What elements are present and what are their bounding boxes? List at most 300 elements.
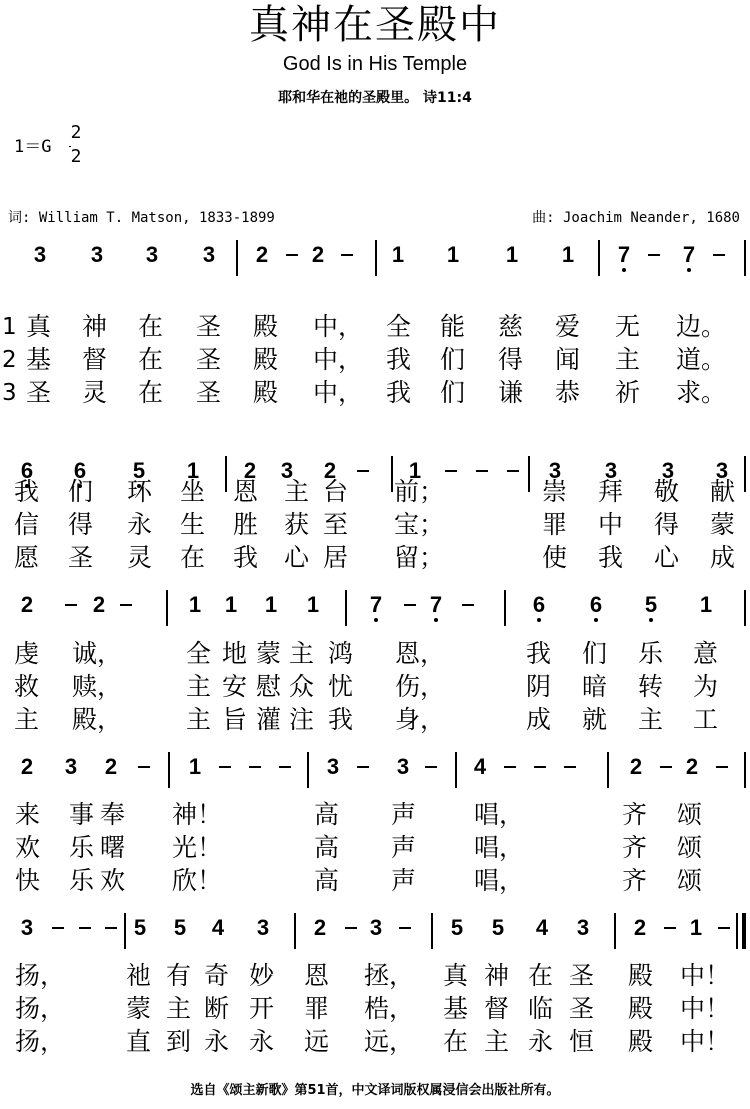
note-dash — [660, 766, 672, 768]
note-dash — [507, 470, 519, 472]
lyric-syllable: 中 — [598, 510, 624, 539]
note-digit: 7 — [364, 592, 388, 618]
lyric-syllable: 中！ — [680, 1027, 731, 1056]
note-digit: 5 — [639, 592, 663, 618]
lyric-syllable: 中， — [313, 378, 364, 407]
lyric-syllable: 中！ — [680, 961, 731, 990]
note-digit: 4 — [535, 915, 549, 940]
note-dash — [713, 254, 725, 256]
note-digit: 1 — [391, 242, 405, 267]
lyric-syllable: 全 — [186, 639, 212, 668]
lyric-syllable: 慈 — [498, 312, 524, 341]
lyric-syllable: 拜 — [598, 477, 624, 506]
bar-line — [744, 240, 746, 276]
lyric-syllable: 临 — [528, 994, 554, 1023]
note-digit: 1 — [188, 592, 202, 617]
composer-credit: 曲: Joachim Neander, 1680 — [532, 210, 740, 226]
note-digit: 1 — [689, 915, 703, 940]
lyric-syllable: 光！ — [172, 833, 223, 862]
note-dash — [462, 604, 474, 606]
lyric-syllable: 圣 — [196, 312, 222, 341]
lyric-syllable: 献 — [710, 477, 736, 506]
lyric-syllable: 敬 — [654, 477, 680, 506]
lyric-syllable: 曙 — [100, 833, 126, 862]
note-dash — [357, 766, 369, 768]
lyricist-credit: 词: William T. Matson, 1833-1899 — [8, 210, 275, 226]
final-bar-thick — [742, 913, 746, 949]
lyric-syllable: 们 — [440, 378, 466, 407]
lyric-syllable: 拯， — [364, 961, 415, 990]
time-signature-bottom: 2 — [70, 146, 82, 167]
lyric-syllable: 声 — [391, 833, 417, 862]
bar-line — [307, 752, 309, 788]
octave-dot — [594, 618, 598, 622]
lyric-syllable: 我 — [598, 543, 624, 572]
note-dash — [425, 766, 437, 768]
lyric-syllable: 圣 — [68, 543, 94, 572]
lyric-syllable: 颂 — [677, 800, 703, 829]
note-digit: 1 — [264, 592, 278, 617]
note-digit: 5 — [133, 915, 147, 940]
note-dash — [138, 766, 150, 768]
lyric-syllable: 主 — [615, 345, 641, 374]
lyric-syllable: 神 — [484, 961, 510, 990]
lyric-syllable: 闻 — [555, 345, 581, 374]
lyric-syllable: 成 — [710, 543, 736, 572]
note-dash — [65, 604, 77, 606]
lyric-syllable: 我 — [233, 543, 259, 572]
note-digit: 1 — [186, 458, 200, 483]
lyric-syllable: 圣 — [26, 378, 52, 407]
lyric-syllable: 中， — [313, 312, 364, 341]
lyric-syllable: 在 — [138, 345, 164, 374]
lyric-syllable: 高 — [314, 866, 340, 895]
lyric-syllable: 暗 — [582, 672, 608, 701]
lyric-syllable: 主 — [14, 705, 40, 734]
lyric-syllable: 蒙 — [126, 994, 152, 1023]
lyric-syllable: 意 — [693, 639, 719, 668]
lyric-syllable: 殿 — [628, 1027, 654, 1056]
lyric-syllable: 颂 — [677, 833, 703, 862]
note-dash — [279, 766, 291, 768]
bar-line — [744, 456, 746, 492]
lyric-syllable: 为 — [693, 672, 719, 701]
lyric-syllable: 们 — [68, 477, 94, 506]
bar-line — [744, 590, 746, 626]
lyric-syllable: 阴 — [526, 672, 552, 701]
note-dash — [249, 766, 261, 768]
note-digit: 3 — [369, 915, 383, 940]
lyric-syllable: 快 — [15, 866, 41, 895]
lyric-syllable: 爱 — [555, 312, 581, 341]
lyric-syllable: 信 — [14, 510, 40, 539]
scripture-reference: 耶和华在祂的圣殿里。 诗11:4 — [278, 90, 472, 106]
octave-dot — [537, 618, 541, 622]
note-digit: 3 — [326, 754, 340, 779]
note-digit: 3 — [661, 458, 675, 483]
note-dash — [534, 766, 546, 768]
lyric-syllable: 至 — [323, 510, 349, 539]
time-signature-line — [69, 146, 71, 147]
bar-line — [598, 240, 600, 276]
lyric-syllable: 恭 — [555, 378, 581, 407]
note-digit: 2 — [323, 458, 337, 483]
lyric-syllable: 恩 — [233, 477, 259, 506]
lyric-syllable: 在 — [528, 961, 554, 990]
note-digit: 3 — [64, 754, 78, 779]
note-digit: 5 — [450, 915, 464, 940]
lyric-syllable: 伤， — [395, 672, 446, 701]
bar-line — [504, 590, 506, 626]
bar-line — [744, 752, 746, 788]
note-digit: 1 — [306, 592, 320, 617]
lyric-syllable: 神 — [82, 312, 108, 341]
lyric-syllable: 忧 — [328, 672, 354, 701]
lyric-syllable: 督 — [82, 345, 108, 374]
note-digit: 3 — [202, 242, 216, 267]
lyric-syllable: 转 — [638, 672, 664, 701]
lyric-syllable: 殿 — [253, 345, 279, 374]
lyric-syllable: 我 — [386, 345, 412, 374]
lyric-syllable: 主 — [186, 672, 212, 701]
lyric-syllable: 使 — [542, 543, 568, 572]
lyric-syllable: 蒙 — [710, 510, 736, 539]
bar-line — [614, 913, 616, 949]
lyric-syllable: 来 — [15, 800, 41, 829]
note-digit: 1 — [408, 458, 422, 483]
bar-line — [166, 590, 168, 626]
lyric-syllable: 恩， — [395, 639, 446, 668]
lyric-syllable: 主 — [284, 477, 310, 506]
note-digit: 7 — [424, 592, 448, 618]
note-digit: 2 — [92, 592, 106, 617]
octave-dot — [622, 268, 626, 272]
lyric-syllable: 奇 — [204, 961, 230, 990]
lyric-syllable: 安 — [222, 672, 248, 701]
lyric-syllable: 到 — [166, 1027, 192, 1056]
note-digit: 2 — [104, 754, 118, 779]
lyric-syllable: 主 — [186, 705, 212, 734]
note-digit: 1 — [699, 592, 713, 617]
lyric-syllable: 我 — [526, 639, 552, 668]
note-digit: 7 — [612, 242, 636, 268]
lyric-syllable: 乐 — [638, 639, 664, 668]
lyric-syllable: 居 — [323, 543, 349, 572]
note-dash — [341, 254, 353, 256]
lyric-syllable: 中！ — [680, 994, 731, 1023]
lyric-syllable: 高 — [314, 833, 340, 862]
note-dash — [648, 254, 660, 256]
note-dash — [120, 604, 132, 606]
lyric-syllable: 督 — [484, 994, 510, 1023]
time-signature-top: 2 — [70, 122, 82, 143]
lyric-syllable: 虔 — [14, 639, 40, 668]
lyric-syllable: 欢 — [100, 866, 126, 895]
lyric-syllable: 直 — [126, 1027, 152, 1056]
note-digit: 3 — [256, 915, 270, 940]
lyric-syllable: 殿 — [628, 994, 654, 1023]
lyric-syllable: 高 — [314, 800, 340, 829]
verse-number: 1 — [2, 314, 17, 340]
lyric-syllable: 中， — [313, 345, 364, 374]
lyric-syllable: 无 — [615, 312, 641, 341]
lyric-syllable: 恒 — [569, 1027, 595, 1056]
lyric-syllable: 远， — [364, 1027, 415, 1056]
note-digit: 3 — [20, 915, 34, 940]
lyric-syllable: 成 — [526, 705, 552, 734]
verse-number: 3 — [2, 380, 17, 406]
note-digit: 3 — [715, 458, 729, 483]
note-dash — [718, 927, 730, 929]
lyric-syllable: 旨 — [222, 705, 248, 734]
lyric-syllable: 唱， — [474, 800, 525, 829]
note-digit: 1 — [188, 754, 202, 779]
lyric-syllable: 欣！ — [172, 866, 223, 895]
note-dash — [52, 927, 64, 929]
note-digit: 3 — [33, 242, 47, 267]
lyric-syllable: 们 — [440, 345, 466, 374]
lyric-syllable: 声 — [391, 800, 417, 829]
lyric-syllable: 乐 — [69, 833, 95, 862]
lyric-syllable: 我 — [328, 705, 354, 734]
lyric-syllable: 远 — [304, 1027, 330, 1056]
lyric-syllable: 在 — [443, 1027, 469, 1056]
hymn-title: 真神在圣殿中 — [249, 2, 501, 48]
bar-line — [168, 752, 170, 788]
note-dash — [716, 766, 728, 768]
note-dash — [105, 927, 117, 929]
verse-number: 2 — [2, 347, 17, 373]
lyric-syllable: 殿 — [253, 378, 279, 407]
note-dash — [445, 470, 457, 472]
lyric-syllable: 颂 — [677, 866, 703, 895]
note-digit: 3 — [396, 754, 410, 779]
lyric-syllable: 生 — [180, 510, 206, 539]
note-digit: 5 — [127, 458, 151, 484]
lyric-syllable: 灌 — [256, 705, 282, 734]
note-dash — [476, 470, 488, 472]
note-digit: 7 — [677, 242, 701, 268]
lyric-syllable: 唱， — [474, 833, 525, 862]
lyric-syllable: 心 — [284, 543, 310, 572]
lyric-syllable: 欢 — [15, 833, 41, 862]
note-digit: 6 — [15, 458, 39, 484]
lyric-syllable: 地 — [222, 639, 248, 668]
lyric-syllable: 乐 — [69, 866, 95, 895]
time-signature — [68, 122, 84, 170]
hymn-subtitle: God Is in His Temple — [282, 53, 468, 75]
final-bar-thin — [736, 913, 738, 949]
lyric-syllable: 声 — [391, 866, 417, 895]
lyric-syllable: 主 — [166, 994, 192, 1023]
lyric-syllable: 扬， — [15, 994, 66, 1023]
note-dash — [564, 766, 576, 768]
copyright-footer: 选自《颂主新歌》第51首，中文译词版权属浸信会出版社所有。 — [190, 1083, 560, 1098]
note-digit: 3 — [90, 242, 104, 267]
note-digit: 2 — [311, 242, 325, 267]
lyric-syllable: 得 — [654, 510, 680, 539]
note-dash — [404, 604, 416, 606]
lyric-syllable: 妙 — [249, 961, 275, 990]
lyric-syllable: 得 — [498, 345, 524, 374]
lyric-syllable: 恩 — [304, 961, 330, 990]
note-digit: 6 — [68, 458, 92, 484]
bar-line — [455, 752, 457, 788]
lyric-syllable: 永 — [204, 1027, 230, 1056]
lyric-syllable: 梏， — [364, 994, 415, 1023]
lyric-syllable: 罪 — [304, 994, 330, 1023]
lyric-syllable: 殿， — [72, 705, 123, 734]
lyric-syllable: 环 — [127, 477, 153, 506]
lyric-syllable: 开 — [249, 994, 275, 1023]
note-digit: 2 — [633, 915, 647, 940]
lyric-syllable: 灵 — [127, 543, 153, 572]
note-dash — [399, 927, 411, 929]
octave-dot — [649, 618, 653, 622]
note-digit: 1 — [561, 242, 575, 267]
note-dash — [79, 927, 91, 929]
lyric-syllable: 永 — [249, 1027, 275, 1056]
bar-line — [124, 913, 126, 949]
octave-dot — [434, 618, 438, 622]
note-dash — [345, 927, 357, 929]
lyric-syllable: 道。 — [676, 345, 727, 374]
lyric-syllable: 真 — [443, 961, 469, 990]
lyric-syllable: 获 — [284, 510, 310, 539]
lyric-syllable: 齐 — [622, 833, 648, 862]
note-digit: 4 — [211, 915, 225, 940]
bar-line — [607, 752, 609, 788]
note-digit: 5 — [173, 915, 187, 940]
note-dash — [504, 766, 516, 768]
lyric-syllable: 鸿 — [328, 639, 354, 668]
lyric-syllable: 就 — [582, 705, 608, 734]
octave-dot — [687, 268, 691, 272]
lyric-syllable: 主 — [289, 639, 315, 668]
note-dash — [664, 927, 676, 929]
lyric-syllable: 祂 — [126, 961, 152, 990]
lyric-syllable: 基 — [443, 994, 469, 1023]
lyric-syllable: 奉 — [100, 800, 126, 829]
lyric-syllable: 赎， — [72, 672, 123, 701]
note-digit: 3 — [145, 242, 159, 267]
lyric-syllable: 主 — [484, 1027, 510, 1056]
bar-line — [225, 456, 227, 492]
lyric-syllable: 坐 — [180, 477, 206, 506]
lyric-syllable: 们 — [582, 639, 608, 668]
lyric-syllable: 宝； — [394, 510, 445, 539]
lyric-syllable: 边。 — [676, 312, 727, 341]
lyric-syllable: 救 — [14, 672, 40, 701]
note-digit: 1 — [224, 592, 238, 617]
lyric-syllable: 在 — [180, 543, 206, 572]
lyric-syllable: 胜 — [233, 510, 259, 539]
note-digit: 1 — [505, 242, 519, 267]
bar-line — [431, 913, 433, 949]
lyric-syllable: 主 — [638, 705, 664, 734]
lyric-syllable: 全 — [386, 312, 412, 341]
lyric-syllable: 基 — [26, 345, 52, 374]
lyric-syllable: 能 — [440, 312, 466, 341]
note-digit: 3 — [576, 915, 590, 940]
lyric-syllable: 殿 — [628, 961, 654, 990]
lyric-syllable: 崇 — [542, 477, 568, 506]
lyric-syllable: 圣 — [196, 378, 222, 407]
note-digit: 4 — [473, 754, 487, 779]
bar-line — [375, 240, 377, 276]
lyric-syllable: 留； — [394, 543, 445, 572]
lyric-syllable: 身， — [395, 705, 446, 734]
note-digit: 2 — [313, 915, 327, 940]
lyric-syllable: 我 — [386, 378, 412, 407]
bar-line — [294, 913, 296, 949]
lyric-syllable: 祈 — [615, 378, 641, 407]
bar-line — [528, 456, 530, 492]
note-digit: 2 — [685, 754, 699, 779]
lyric-syllable: 永 — [127, 510, 153, 539]
lyric-syllable: 神！ — [172, 800, 223, 829]
lyric-syllable: 慰 — [256, 672, 282, 701]
lyric-syllable: 在 — [138, 378, 164, 407]
lyric-syllable: 在 — [138, 312, 164, 341]
lyric-syllable: 断 — [204, 994, 230, 1023]
lyric-syllable: 有 — [166, 961, 192, 990]
lyric-syllable: 愿 — [14, 543, 40, 572]
lyric-syllable: 殿 — [253, 312, 279, 341]
note-digit: 3 — [604, 458, 618, 483]
note-digit: 3 — [548, 458, 562, 483]
lyric-syllable: 永 — [528, 1027, 554, 1056]
note-digit: 2 — [629, 754, 643, 779]
note-dash — [219, 766, 231, 768]
lyric-syllable: 齐 — [622, 800, 648, 829]
bar-line — [391, 456, 393, 492]
lyric-syllable: 心 — [654, 543, 680, 572]
lyric-syllable: 唱， — [474, 866, 525, 895]
note-digit: 5 — [491, 915, 505, 940]
note-digit: 3 — [280, 458, 294, 483]
note-digit: 6 — [527, 592, 551, 618]
note-digit: 2 — [255, 242, 269, 267]
lyric-syllable: 灵 — [82, 378, 108, 407]
note-dash — [286, 254, 298, 256]
lyric-syllable: 事 — [69, 800, 95, 829]
lyric-syllable: 工 — [693, 705, 719, 734]
note-digit: 2 — [20, 754, 34, 779]
lyric-syllable: 圣 — [569, 994, 595, 1023]
lyric-syllable: 蒙 — [256, 639, 282, 668]
lyric-syllable: 求。 — [676, 378, 727, 407]
lyric-syllable: 圣 — [196, 345, 222, 374]
lyric-syllable: 罪 — [542, 510, 568, 539]
note-digit: 2 — [20, 592, 34, 617]
lyric-syllable: 真 — [26, 312, 52, 341]
bar-line — [236, 240, 238, 276]
note-dash — [357, 470, 369, 472]
lyric-syllable: 注 — [289, 705, 315, 734]
lyric-syllable: 谦 — [498, 378, 524, 407]
lyric-syllable: 台 — [323, 477, 349, 506]
bar-line — [345, 590, 347, 626]
lyric-syllable: 圣 — [569, 961, 595, 990]
lyric-syllable: 前； — [394, 477, 445, 506]
note-digit: 1 — [446, 242, 460, 267]
key-signature: 1＝G — [14, 137, 52, 157]
octave-dot — [374, 618, 378, 622]
lyric-syllable: 诚， — [72, 639, 123, 668]
note-digit: 6 — [584, 592, 608, 618]
lyric-syllable: 我 — [14, 477, 40, 506]
